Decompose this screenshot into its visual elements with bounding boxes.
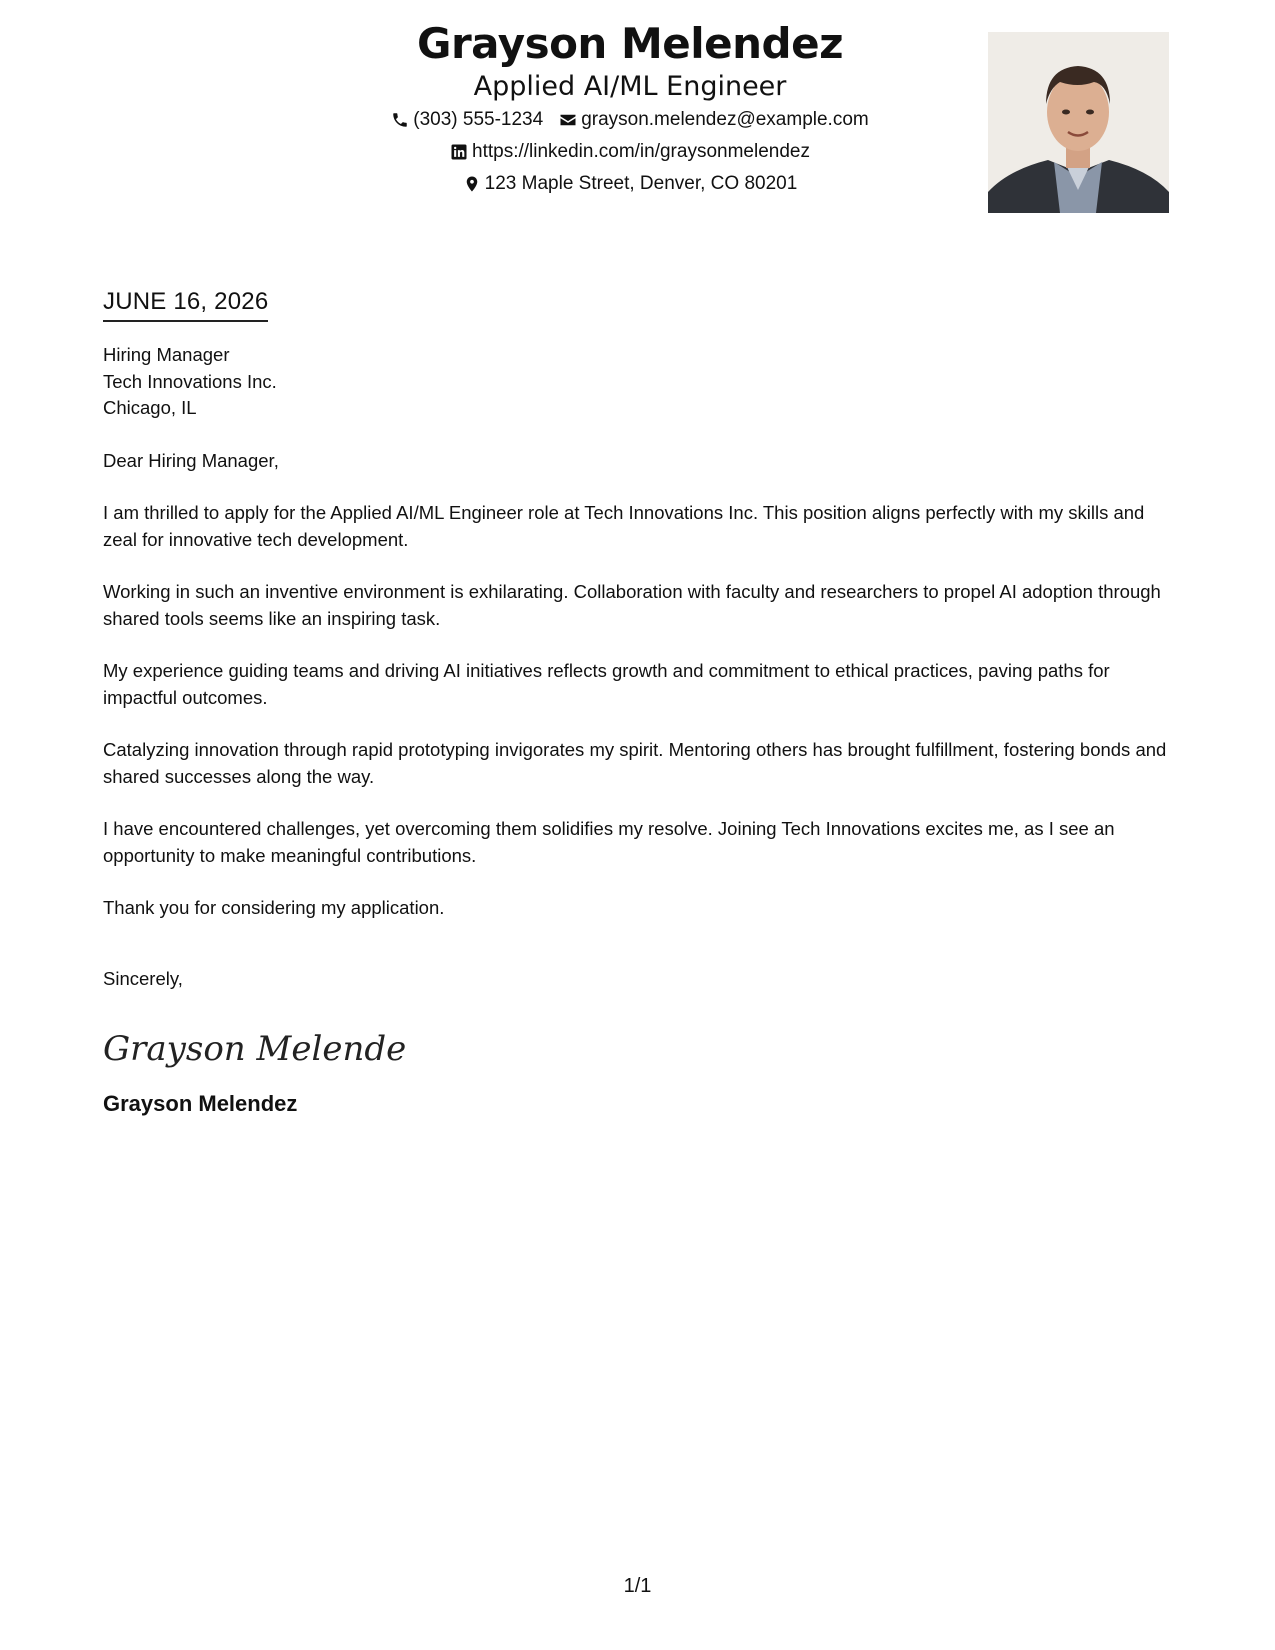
letter-date: JUNE 16, 2026 [103,285,268,322]
body-paragraph: Catalyzing innovation through rapid prototyping invigorates my spirit. Mentoring others has brought fulfillment, fostering bonds and shared successes along the way. [103,739,1167,787]
signer-name: Grayson Melendez [103,1091,298,1116]
contact-row-address [300,168,960,200]
contact-address [463,168,798,200]
page-number: 1/1 [623,1575,652,1597]
recipient-company: Tech Innovations Inc. [103,370,277,392]
handwritten-signature [103,1016,1183,1076]
envelope-icon [559,111,577,129]
address-text: 123 Maple Street, Denver, CO 80201 [484,173,798,194]
phone-text: (303) 555-1234 [413,109,544,130]
email-link[interactable]: grayson.melendez@example.com [581,109,869,130]
contact-row-linkedin [300,136,960,168]
contact-email [559,104,869,136]
linkedin-icon [450,143,468,161]
header-text-block [300,18,960,200]
applicant-role: Applied AI/ML Engineer [473,71,787,102]
linkedin-link[interactable]: https://linkedin.com/in/graysonmelendez [472,141,810,162]
body-paragraph: I am thrilled to apply for the Applied AI/ML Engineer role at Tech Innovations Inc. This position aligns perfectly with my skills and zeal for innovative tech development. [103,502,1145,550]
body-paragraph: I have encountered challenges, yet overcoming them solidifies my resolve. Joining Tech Innovations excites me, as I see an opportunity to make meaningful contributions. [103,818,1115,866]
salutation: Dear Hiring Manager, [103,449,279,471]
contact-linkedin [450,136,810,168]
body-paragraph: Working in such an inventive environment is exhilarating. Collaboration with faculty and researchers to propel AI adoption through shared tools seems like an inspiring task. [103,581,1161,629]
signature-glyphs: Grayson Melende [103,1029,407,1069]
phone-icon [391,111,409,129]
recipient-location: Chicago, IL [103,397,197,418]
map-pin-icon [463,175,481,193]
contact-row-phone-email [300,104,960,136]
contact-phone [391,104,543,136]
letter-body [103,285,1183,1118]
body-paragraph: My experience guiding teams and driving AI initiatives reflects growth and commitment to ethical practices, paving paths for impactful outcomes. [103,660,1110,708]
closing: Sincerely, [103,967,183,989]
letter-header [0,0,1275,230]
recipient-block [103,342,1183,422]
profile-photo [988,32,1169,213]
recipient-title: Hiring Manager [103,344,230,365]
applicant-name: Grayson Melendez [416,19,844,68]
body-paragraph: Thank you for considering my application. [103,897,445,918]
